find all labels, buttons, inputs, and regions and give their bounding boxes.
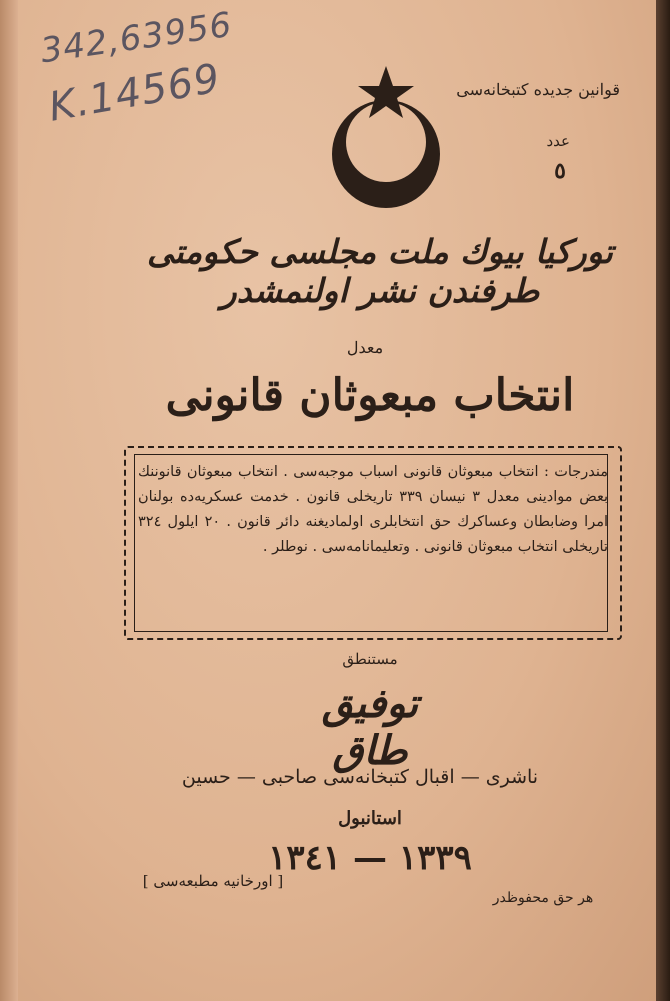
compiler-label: مستنطق [342, 650, 398, 668]
page-spine-shadow [0, 0, 18, 1001]
city-name: استانبول [338, 808, 402, 829]
book-edge-shadow [656, 0, 670, 1001]
catalog-number-1: 342,63956 [38, 4, 235, 72]
publication-years: ١٣٣٩ — ١٣٤١ [268, 838, 472, 878]
crescent-and-star-icon [322, 62, 450, 210]
printer-name: [ اورخانيه مطبعه‌سى ] [142, 872, 284, 890]
publisher-line: توركيا بيوك ملت مجلسى حكومتى طرفندن نشر اولنمشدر [147, 232, 613, 310]
issue-label: عدد [546, 132, 570, 150]
publisher-info: ناشرى — اقبال كتبخانه‌سى صاحبى — حسين [181, 766, 539, 788]
issue-number: ٥ [554, 158, 566, 184]
amended-label: معدل [346, 338, 384, 357]
rights-notice: هر حق محفوظدر [492, 890, 594, 906]
author-name: توفيق طاق [321, 680, 419, 774]
contents-text: مندرجات : انتخاب مبعوثان قانونى اسباب موجبه‌سى . انتخاب مبعوثان قانوننك بعض موادينى معدل ٣ نيسان ٣٣٩ تاريخلى قانون . خدمت عسكريه‌ده بولنان امرا وضابطان وعساكرك حق انتخابلرى اولمادیغنه دائر قانون . ٢٠ ايلول ٣٢٤ تاريخلى انتخاب مبعوثان قانونى . وتعليمانامه‌سى . نوطلر . [138, 464, 609, 555]
catalog-number-2: K.14569 [45, 55, 224, 131]
series-title: قوانين جديده كتبخانه‌سى [456, 80, 620, 99]
book-title: انتخاب مبعوثان قانونى [165, 370, 575, 421]
